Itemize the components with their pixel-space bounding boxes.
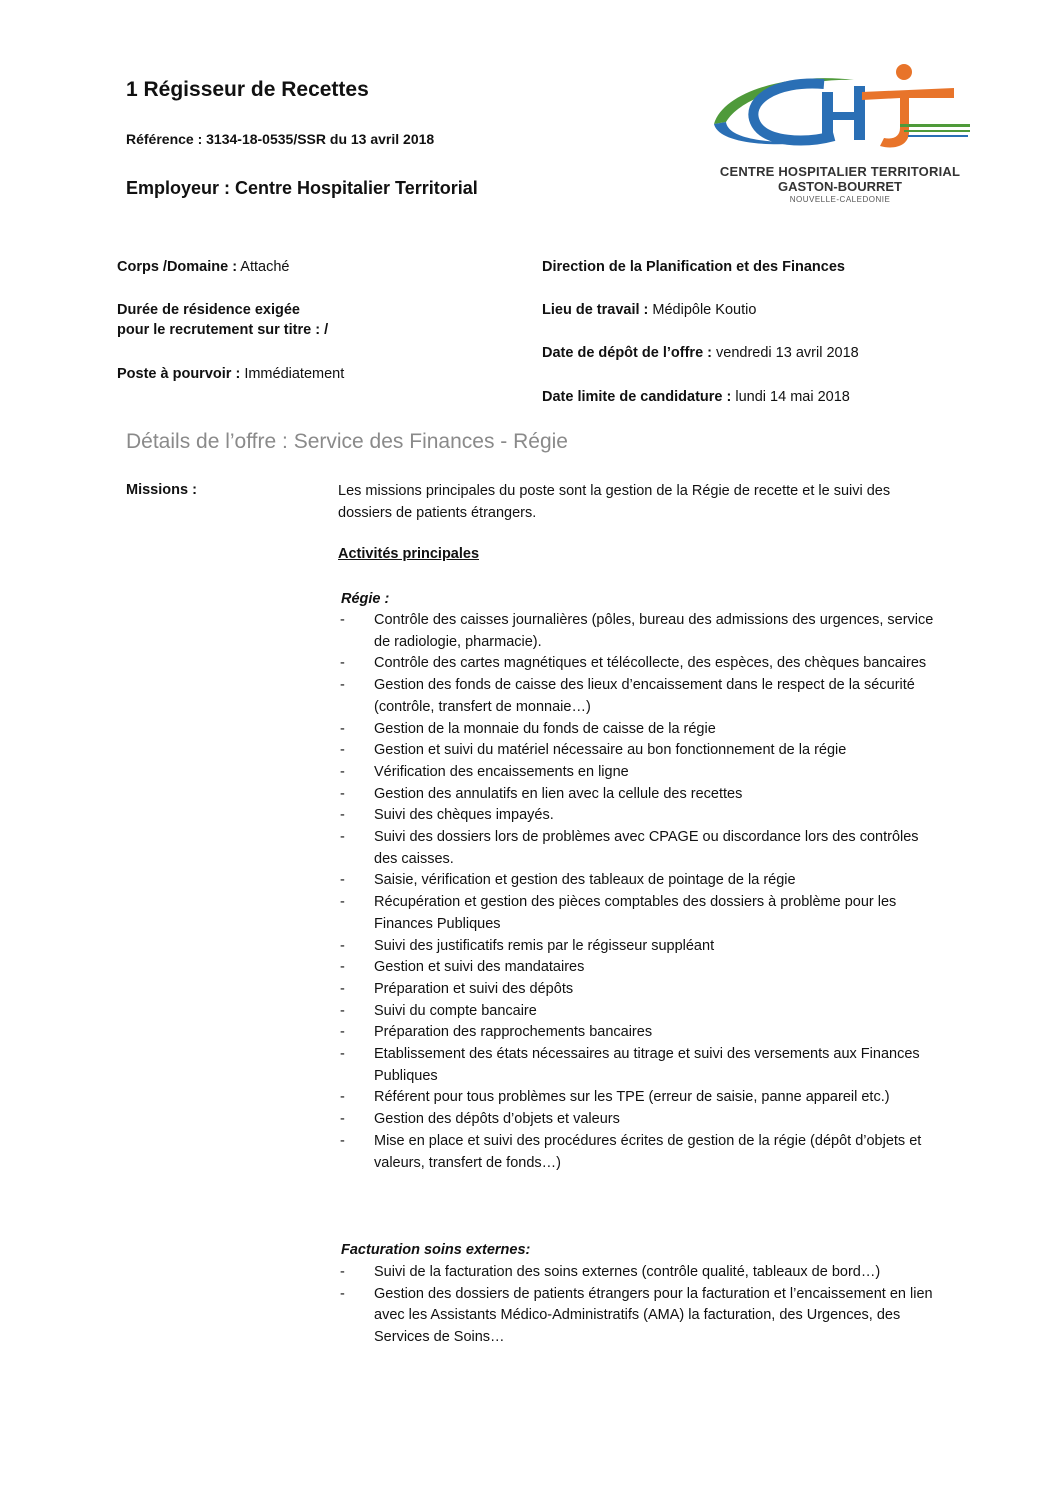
duree-label-line1: Durée de résidence exigée — [117, 302, 300, 318]
list-item — [340, 1284, 940, 1349]
list-item — [340, 979, 940, 1001]
poste-label: Poste à pourvoir : — [117, 366, 241, 382]
cht-logo — [704, 62, 976, 202]
lieu-label: Lieu de travail : — [542, 302, 649, 318]
direction-label: Direction de la Planification et des Finances — [542, 259, 845, 275]
corps-label: Corps /Domaine : — [117, 259, 238, 275]
list-item-text: Gestion des fonds de caisse des lieux d’encaissement dans le respect de la sécurité (contrôle, transfert de monnaie…) — [374, 677, 915, 715]
date-depot — [542, 343, 859, 363]
duree-residence — [117, 300, 328, 340]
list-item-text: Préparation des rapprochements bancaires — [374, 1024, 653, 1041]
list-item-text: Contrôle des caisses journalières (pôles, bureau des admissions des urgences, service de radiologie, pharmacie). — [374, 612, 934, 650]
logo-text-line3: NOUVELLE-CALEDONIE — [789, 195, 891, 204]
list-item — [340, 740, 940, 762]
list-item-text: Référent pour tous problèmes sur les TPE (erreur de saisie, panne appareil etc.) — [374, 1089, 890, 1106]
bullet-dash: - — [340, 655, 345, 672]
list-item — [340, 653, 940, 675]
bullet-dash: - — [340, 937, 345, 954]
duree-value: / — [324, 322, 329, 338]
limite-label: Date limite de candidature : — [542, 389, 732, 405]
list-item — [340, 1001, 940, 1023]
list-item-text: Saisie, vérification et gestion des tableaux de pointage de la régie — [374, 872, 796, 889]
depot-label: Date de dépôt de l’offre : — [542, 345, 712, 361]
bullet-dash: - — [340, 763, 345, 780]
list-item-text: Gestion et suivi du matériel nécessaire au bon fonctionnement de la régie — [374, 742, 847, 759]
bullet-dash: - — [340, 1285, 345, 1302]
missions-intro: Les missions principales du poste sont la gestion de la Régie de recette et le suivi des dossiers de patients étrangers. — [338, 483, 891, 521]
bullet-dash: - — [340, 1111, 345, 1128]
list-item-text: Suivi des chèques impayés. — [374, 807, 554, 824]
list-item-text: Mise en place et suivi des procédures écrites de gestion de la régie (dépôt d’objets et valeurs, transfert de fonds…) — [374, 1132, 922, 1171]
list-item-text: Gestion des dépôts d’objets et valeurs — [374, 1111, 620, 1128]
poste-a-pourvoir — [117, 364, 344, 384]
bullet-dash: - — [340, 1002, 345, 1019]
list-item-text: Suivi des justificatifs remis par le régisseur suppléant — [374, 937, 715, 954]
missions-label: Missions : — [126, 482, 197, 498]
employer-line: Employeur : Centre Hospitalier Territorial — [126, 178, 478, 198]
regie-title: Régie : — [341, 591, 390, 607]
bullet-dash: - — [340, 872, 345, 889]
limite-value: lundi 14 mai 2018 — [735, 389, 850, 405]
bullet-dash: - — [340, 894, 345, 911]
depot-value: vendredi 13 avril 2018 — [716, 345, 859, 361]
list-item — [340, 892, 940, 935]
list-item — [340, 1087, 940, 1109]
section-title: Détails de l’offre : Service des Finances - Régie — [126, 430, 568, 453]
list-item-text: Gestion et suivi des mandataires — [374, 959, 585, 976]
list-item — [340, 1022, 940, 1044]
list-item-text: Récupération et gestion des pièces comptables des dossiers à problème pour les Finances Publiques — [374, 894, 897, 932]
list-item-text: Suivi du compte bancaire — [374, 1002, 537, 1019]
poste-value: Immédiatement — [244, 366, 345, 382]
list-item-text: Suivi de la facturation des soins externes (contrôle qualité, tableaux de bord…) — [374, 1264, 881, 1280]
regie-list — [340, 610, 940, 1174]
bullet-dash: - — [340, 980, 345, 997]
bullet-dash: - — [340, 720, 345, 737]
list-item-text: Gestion de la monnaie du fonds de caisse de la régie — [374, 720, 716, 737]
list-item — [340, 784, 940, 806]
bullet-dash: - — [340, 612, 345, 628]
list-item-text: Préparation et suivi des dépôts — [374, 980, 574, 997]
list-item — [340, 675, 940, 718]
bullet-dash: - — [340, 1046, 345, 1063]
facturation-title: Facturation soins externes: — [341, 1242, 531, 1258]
reference-line: Référence : 3134-18-0535/SSR du 13 avril 2018 — [126, 131, 435, 147]
logo-text-line2: GASTON-BOURRET — [778, 179, 902, 194]
bullet-dash: - — [340, 829, 345, 846]
bullet-dash: - — [340, 959, 345, 976]
bullet-dash: - — [340, 677, 345, 694]
list-item-text: Vérification des encaissements en ligne — [374, 763, 629, 780]
date-limite — [542, 387, 850, 407]
list-item — [340, 1131, 940, 1174]
bullet-dash: - — [340, 785, 345, 802]
facturation-list — [340, 1262, 940, 1349]
list-item — [340, 719, 940, 741]
list-item — [340, 870, 940, 892]
cht-logo-graphic — [704, 62, 976, 162]
bullet-dash: - — [340, 1089, 345, 1106]
direction — [542, 257, 845, 277]
list-item — [340, 936, 940, 958]
corps-value: Attaché — [240, 259, 290, 275]
list-item — [340, 827, 940, 870]
duree-label-line2: pour le recrutement sur titre : — [117, 322, 321, 338]
bullet-dash: - — [340, 1264, 345, 1280]
lieu-value: Médipôle Koutio — [652, 302, 757, 318]
list-item-text: Etablissement des états nécessaires au titrage et suivi des versements aux Finances Publiques — [374, 1046, 920, 1084]
list-item-text: Contrôle des cartes magnétiques et télécollecte, des espèces, des chèques bancaires — [374, 655, 927, 672]
list-item — [340, 805, 940, 827]
lieu-travail — [542, 300, 756, 320]
list-item-text: Gestion des annulatifs en lien avec la cellule des recettes — [374, 785, 743, 802]
list-item — [340, 1262, 940, 1284]
list-item-text: Gestion des dossiers de patients étrangers pour la facturation et l’encaissement en lien avec les Assistants Médico-Administratifs (AMA) la facturation, des Urgences, des Services de Soins… — [374, 1285, 933, 1346]
job-title: 1 Régisseur de Recettes — [126, 78, 369, 101]
list-item — [340, 610, 940, 653]
bullet-dash: - — [340, 1132, 345, 1149]
activities-title: Activités principales — [338, 546, 480, 562]
list-item — [340, 1109, 940, 1131]
corps-domaine — [117, 257, 289, 277]
bullet-dash: - — [340, 1024, 345, 1041]
list-item-text: Suivi des dossiers lors de problèmes avec CPAGE ou discordance lors des contrôles des caisses. — [374, 829, 919, 867]
logo-text-line1: CENTRE HOSPITALIER TERRITORIAL — [719, 164, 961, 179]
list-item — [340, 957, 940, 979]
bullet-dash: - — [340, 742, 345, 759]
list-item — [340, 762, 940, 784]
list-item — [340, 1044, 940, 1087]
bullet-dash: - — [340, 807, 345, 824]
